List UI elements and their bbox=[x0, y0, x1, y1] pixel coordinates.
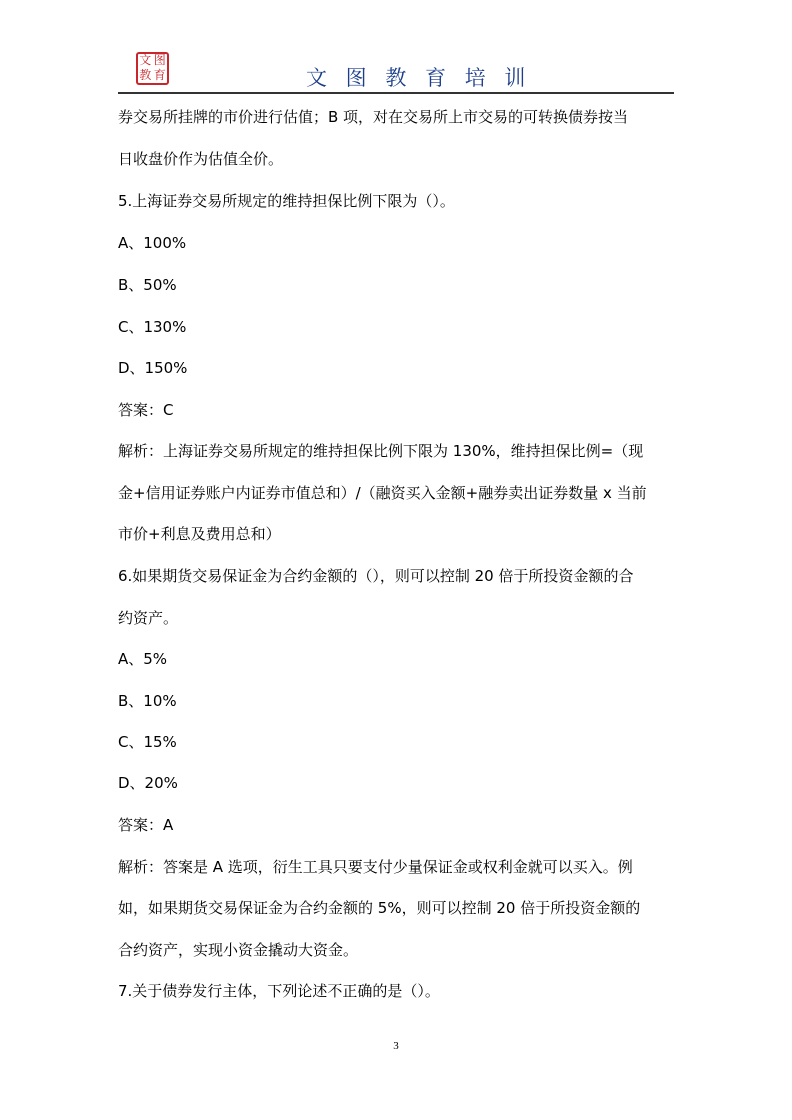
explanation: 金+信用证券账户内证券市值总和）/（融资买入金额+融券卖出证券数量 x 当前 bbox=[118, 484, 647, 502]
explanation: 解析：上海证券交易所规定的维持担保比例下限为 130%，维持担保比例=（现 bbox=[118, 442, 644, 460]
option-a: A、100% bbox=[118, 234, 187, 252]
header-rule bbox=[118, 92, 674, 94]
page-number: 3 bbox=[393, 1040, 399, 1052]
question-6: 约资产。 bbox=[118, 609, 179, 627]
option-c: C、15% bbox=[118, 733, 177, 751]
question-5: 5.上海证券交易所规定的维持担保比例下限为（）。 bbox=[118, 192, 455, 210]
text-line: 券交易所挂牌的市价进行估值；B 项，对在交易所上市交易的可转换债券按当 bbox=[118, 108, 629, 126]
option-d: D、150% bbox=[118, 359, 188, 377]
explanation: 市价+利息及费用总和） bbox=[118, 525, 281, 543]
text-line: 日收盘价作为估值全价。 bbox=[118, 150, 284, 168]
explanation: 解析：答案是 A 选项，衍生工具只要支付少量保证金或权利金就可以买入。例 bbox=[118, 858, 633, 876]
header-title: 文 图 教 育 培 训 bbox=[306, 66, 532, 90]
explanation: 如，如果期货交易保证金为合约金额的 5%，则可以控制 20 倍于所投资金额的 bbox=[118, 899, 641, 917]
explanation: 合约资产，实现小资金撬动大资金。 bbox=[118, 941, 359, 959]
question-7: 7.关于债券发行主体，下列论述不正确的是（）。 bbox=[118, 982, 440, 1000]
question-6: 6.如果期货交易保证金为合约金额的（），则可以控制 20 倍于所投资金额的合 bbox=[118, 567, 634, 585]
answer: 答案：A bbox=[118, 816, 174, 834]
option-d: D、20% bbox=[118, 774, 178, 792]
logo-seal: 文 图 教 育 bbox=[136, 52, 169, 85]
option-c: C、130% bbox=[118, 318, 187, 336]
option-b: B、50% bbox=[118, 276, 177, 294]
option-b: B、10% bbox=[118, 692, 177, 710]
page-header bbox=[118, 52, 674, 94]
answer: 答案：C bbox=[118, 401, 174, 419]
option-a: A、5% bbox=[118, 650, 168, 668]
